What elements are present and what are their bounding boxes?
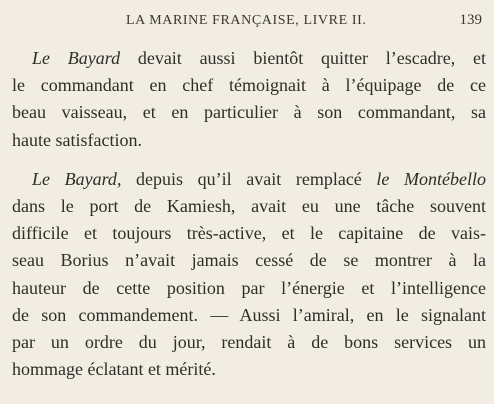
text-run: devait aussi bientôt quitter l’escadre, et — [120, 48, 486, 68]
text-line — [12, 127, 486, 154]
text-run: hommage éclatant et mérité. — [12, 359, 216, 380]
paragraph-1 — [12, 45, 486, 154]
text-run: le Montébello — [376, 168, 486, 189]
text-run: beau vaisseau, et en particulier à son commandant, sa — [12, 102, 486, 123]
page-number: 139 — [459, 12, 482, 28]
text-line — [12, 275, 486, 302]
text-run: Le Bayard — [32, 168, 117, 189]
body-text — [12, 45, 486, 383]
running-title: LA MARINE FRANÇAISE, LIVRE II. — [126, 13, 367, 28]
text-run: le commandant en chef témoignait à l’équipage de ce — [12, 75, 486, 96]
text-line — [12, 302, 486, 329]
text-line — [12, 329, 486, 356]
text-run: difficile et toujours très-active, et le capitaine de vais- — [12, 223, 486, 244]
text-run: seau Borius n’avait jamais cessé de se montrer à la — [12, 250, 486, 271]
text-run: Le Bayard — [32, 48, 121, 68]
text-line — [12, 193, 486, 220]
text-line — [12, 72, 486, 99]
text-run: , depuis qu’il avait remplacé — [116, 168, 377, 189]
text-run: dans le port de Kamiesh, avait eu une tâche souvent — [12, 196, 486, 217]
text-line — [12, 99, 486, 126]
text-run: hauteur de cette position par l’énergie et l’intelligence — [12, 277, 486, 298]
page-header — [0, 8, 494, 34]
text-run: haute satisfaction. — [12, 129, 142, 150]
text-line — [12, 220, 486, 247]
text-line — [12, 247, 486, 274]
text-line — [12, 166, 486, 193]
text-run: de son commandement. — Aussi l’amiral, en le signalant — [12, 304, 486, 325]
text-line — [12, 45, 486, 72]
text-line — [12, 356, 486, 383]
text-run: par un ordre du jour, rendait à de bons services un — [12, 332, 486, 353]
paragraph-2 — [12, 166, 486, 384]
